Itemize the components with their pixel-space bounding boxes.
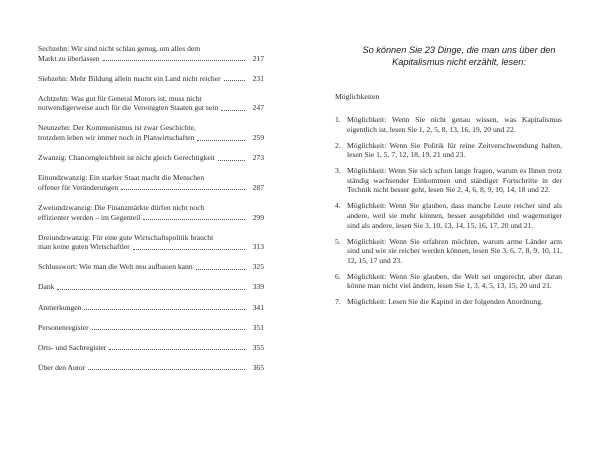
toc-page-number: 325 [252,262,264,272]
toc-leader-dots [143,219,245,220]
toc-page-number: 287 [252,182,264,192]
toc-page-number: 355 [252,342,264,352]
toc-entry-title-line: Markt zu überlassen [38,53,100,63]
toc-entry-line [38,54,264,64]
option-text: Möglichkeit: Wenn Sie sich schon lange fragen, warum es Ihnen trotz ständig wachsender Einkommen und ständiger Fortschritte in der Technik nicht besser geht, lesen Sie 2, 4, 6, 8, 9, 10, 14, 18 und 22. [347,166,562,195]
toc-leader-dots [88,369,245,370]
toc-entry [38,153,264,163]
toc-entry-line [38,74,264,84]
option-text: Möglichkeit: Wenn Sie glauben, die Welt sei ungerecht, aber daran könne man nicht viel ändern, lesen Sie 1, 3, 4, 5, 13, 15, 20 und 21. [347,271,562,291]
toc-entry [38,94,264,113]
toc-leader-dots [196,269,245,270]
toc-entry-title-line: man keine guten Wirtschaftler [38,242,130,252]
toc-leader-dots [133,249,245,250]
toc-page-number: 231 [252,73,264,83]
toc-entry-line [38,103,264,113]
toc-entry-title-line: Personenregister [38,322,89,332]
heading-line-1: So können Sie 23 Dinge, die man uns über den [362,45,556,55]
toc-leader-dots [224,80,245,81]
option-text: Möglichkeit: Wenn Sie glauben, dass manche Leute reicher sind als andere, weil sie mehr können, besser ausgebildet und wagemutiger sind als andere, lesen Sie 3, 10, 13, 14, 15, 16, 17, 20 und 21. [347,201,562,230]
toc-entry [38,123,264,142]
option-text: Möglichkeit: Wenn Sie Politik für reine Zeitverschwendung halten, lesen Sie 1, 5, 7, 12, 18, 19, 21 und 23. [347,140,562,160]
toc-leader-dots [103,60,245,61]
toc-entry [38,74,264,84]
toc-entry-title-line: effizienter werden – im Gegenteil [38,212,141,222]
reading-option [335,141,562,160]
toc-entry-line [38,282,264,292]
option-text: Möglichkeit: Lesen Sie die Kapitel in der folgenden Anordnung. [347,297,543,307]
toc-entry-line [38,343,264,353]
option-number: 2. [335,140,341,150]
toc-page-number: 313 [252,242,264,252]
toc-entry-line [38,153,264,163]
toc-page-number: 351 [252,322,264,332]
toc-entry-title-line: Zweiundzwanzig: Die Finanzmärkte dürfen nicht noch [38,202,205,212]
reading-option [335,166,562,195]
toc-leader-dots [121,189,245,190]
toc-page-number: 299 [252,212,264,222]
toc-entry-line [38,213,264,223]
reading-option [335,272,562,291]
toc-leader-dots [84,309,245,310]
toc-entry-title-line: Über den Autor [38,362,86,372]
toc-leader-dots [57,289,245,290]
toc-page-number: 273 [252,153,264,163]
option-number: 1. [335,115,341,124]
toc-entry-title-line: Dreiundzwanzig: Für eine gute Wirtschaftspolitik braucht [38,232,214,242]
option-number: 4. [335,201,341,211]
toc-entry [38,262,264,272]
toc-entry-line [38,262,264,272]
table-of-contents [38,44,264,383]
toc-entry-line [38,242,264,252]
toc-page-number: 365 [252,362,264,372]
toc-entry [38,203,264,222]
option-text: Möglichkeit: Wenn Sie nicht genau wissen, was Kapitalismus eigentlich ist, lesen Sie 1, 2, 5, 8, 13, 16, 19, 20 und 22. [347,115,562,134]
toc-leader-dots [197,140,245,141]
options-intro: Möglichkeiten [335,92,380,101]
toc-entry-line [38,323,264,333]
option-number: 6. [335,271,341,281]
option-number: 3. [335,166,341,176]
toc-entry-title-line: Zwanzig: Chancengleichheit ist nicht gleich Gerechtigkeit [38,153,215,163]
toc-entry-title-line: Achtzehn: Was gut für General Motors ist, muss nicht [38,93,202,103]
option-text: Möglichkeit: Wenn Sie erfahren möchten, warum arme Länder arm sind und wie sie reicher werden können, lesen Sie 3, 6, 7, 8, 9, 10, 11, 12, 15, 17 und 23. [347,236,562,265]
toc-entry-line [38,183,264,193]
reading-options-list [335,115,562,313]
toc-entry [38,282,264,292]
option-number: 5. [335,236,341,246]
reading-option [335,115,562,134]
toc-entry-title-line: Dank [38,282,55,292]
toc-entry-title-line: notwendigerweise auch für die Vereinigten Staaten gut sein [38,103,219,113]
reading-option [335,201,562,230]
toc-entry-title-line: Sechzehn: Wir sind nicht schlau genug, um alles dem [38,44,201,53]
toc-entry-line [38,303,264,313]
toc-entry [38,44,264,63]
toc-leader-dots [218,160,245,161]
toc-entry-line [38,363,264,373]
toc-entry [38,303,264,313]
reading-option [335,237,562,266]
toc-entry-title-line: Einundzwanzig: Ein starker Staat macht die Menschen [38,173,205,183]
toc-leader-dots [92,329,245,330]
toc-entry [38,173,264,192]
reading-option [335,297,562,307]
toc-leader-dots [221,110,245,111]
toc-entry-title-line: offener für Veränderungen [38,182,119,192]
toc-page-number: 217 [252,53,264,63]
heading-line-2: Kapitalismus nicht erzählt, lesen: [392,57,526,67]
toc-entry-title-line: trotzdem leben wir immer noch in Planwirtschaften [38,133,195,143]
toc-page-number: 339 [252,282,264,292]
toc-entry-title-line: Anmerkungen [38,302,82,312]
right-page [300,0,600,467]
toc-entry [38,363,264,373]
reading-guide-heading [360,44,558,68]
toc-entry [38,323,264,333]
toc-page-number: 259 [252,133,264,143]
toc-entry-title-line: Neunzehn: Der Kommunismus ist zwar Geschichte, [38,123,196,133]
toc-page-number: 341 [252,302,264,312]
toc-page-number: 247 [252,103,264,113]
toc-entry-title-line: Siebzehn: Mehr Bildung allein macht ein Land nicht reicher [38,73,221,83]
toc-entry-line [38,133,264,143]
toc-entry [38,343,264,353]
option-number: 7. [335,297,341,307]
toc-entry [38,233,264,252]
toc-entry-title-line: Orts- und Sachregister [38,342,107,352]
toc-leader-dots [109,349,245,350]
toc-entry-title-line: Schlusswort: Wie man die Welt neu aufbauen kann [38,262,193,272]
